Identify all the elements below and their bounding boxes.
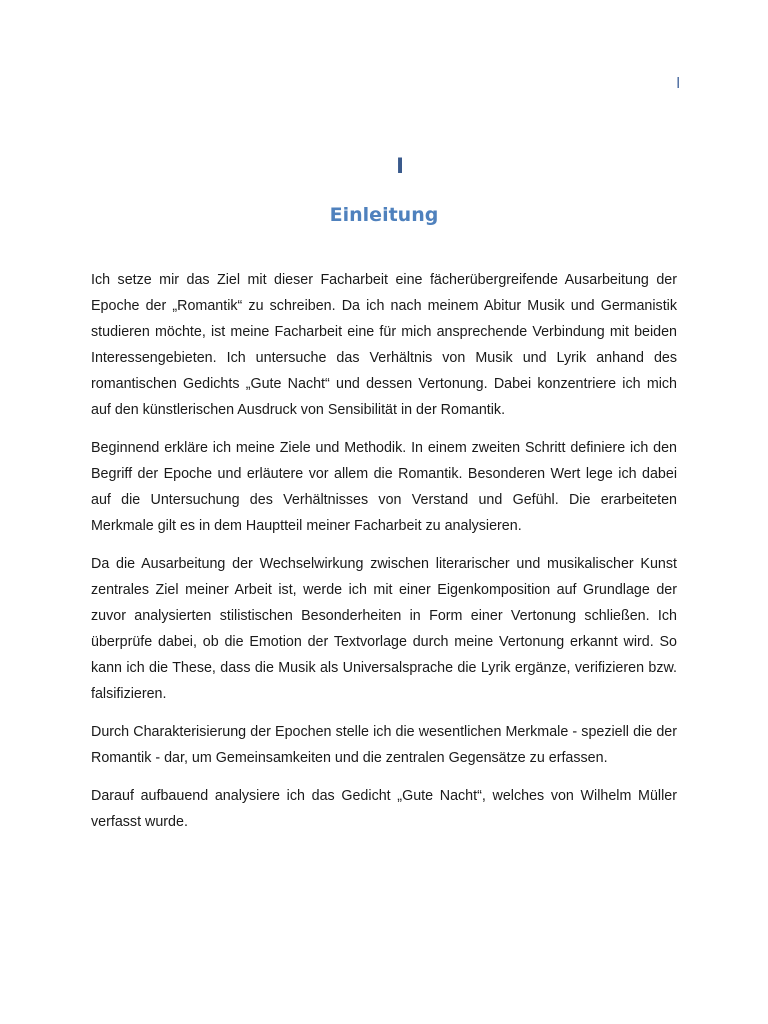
paragraph: Beginnend erkläre ich meine Ziele und Methodik. In einem zweiten Schritt definiere ich den Begriff der Epoche und erläutere vor allem die Romantik. Besonderen Wert lege ich dabei auf die Untersuchung des Verhältnisses von Verstand und Gefühl. Die erarbeiteten Merkmale gilt es in dem Hauptteil meiner Facharbeit zu analysieren.	[91, 440, 677, 534]
paragraph: Da die Ausarbeitung der Wechselwirkung zwischen literarischer und musikalischer Kunst zentrales Ziel meiner Arbeit ist, werde ich mit einer Eigenkomposition auf Grundlage der zuvor analysierten stilistischen Besonderheiten in Form einer Vertonung schließen. Ich überprüfe dabei, ob die Emotion der Textvorlage durch meine Vertonung erkannt wird. So kann ich die These, dass die Musik als Universalsprache die Lyrik ergänze, verifizieren bzw. falsifizieren.	[91, 556, 677, 702]
paragraph: Darauf aufbauend analysiere ich das Gedicht „Gute Nacht“, welches von Wilhelm Müller verfasst wurde.	[91, 788, 677, 830]
chapter-title: Einleitung	[329, 204, 439, 226]
body-text	[91, 267, 677, 847]
chapter-numeral: I	[396, 154, 404, 178]
paragraph: Durch Charakterisierung der Epochen stelle ich die wesentlichen Merkmale - speziell die der Romantik - dar, um Gemeinsamkeiten und die zentralen Gegensätze zu erfassen.	[91, 724, 677, 766]
paragraph: Ich setze mir das Ziel mit dieser Facharbeit eine fächerübergreifende Ausarbeitung der Epoche der „Romantik“ zu schreiben. Da ich nach meinem Abitur Musik und Germanistik studieren möchte, ist meine Facharbeit eine für mich ansprechende Verbindung mit beiden Interessengebieten. Ich untersuche das Verhältnis von Musik und Lyrik anhand des romantischen Gedichts „Gute Nacht“ und dessen Vertonung. Dabei konzentriere ich mich auf den künstlerischen Ausdruck von Sensibilität in der Romantik.	[91, 272, 677, 418]
page-number: I	[676, 74, 681, 92]
